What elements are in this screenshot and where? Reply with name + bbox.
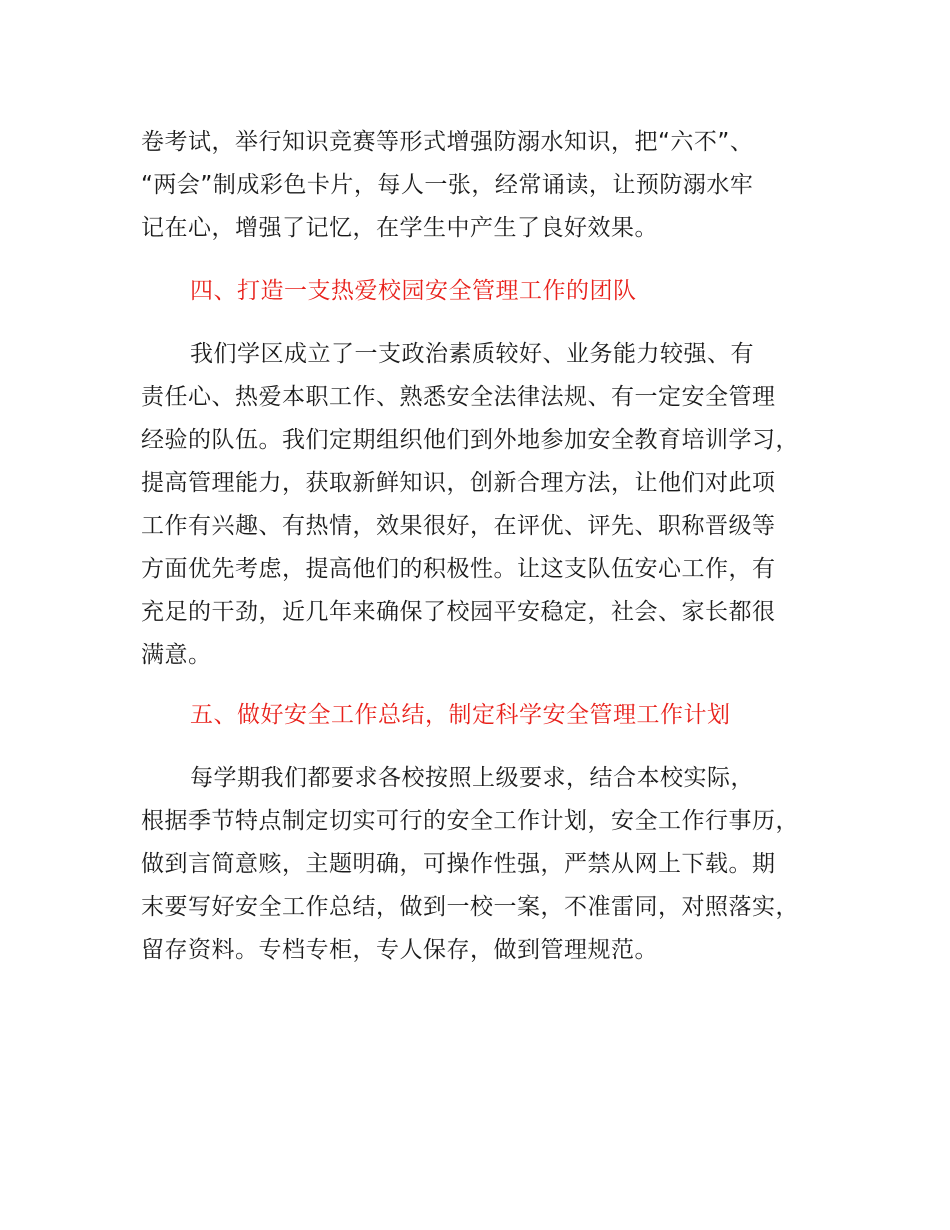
- body-text-line: 根据季节特点制定切实可行的安全工作计划，安全工作行事历，: [141, 808, 799, 834]
- body-text-line: “两会”制成彩色卡片，每人一张，经常诵读，让预防溺水牢: [141, 172, 754, 198]
- body-text-line: 满意。: [141, 642, 212, 668]
- body-text-line: 记在心，增强了记忆，在学生中产生了良好效果。: [141, 215, 658, 241]
- body-text-line: 责任心、热爱本职工作、熟悉安全法律法规、有一定安全管理: [141, 384, 776, 410]
- body-text-line: 我们学区成立了一支政治素质较好、业务能力较强、有: [190, 341, 754, 367]
- section-heading-5: 五、做好安全工作总结，制定科学安全管理工作计划: [190, 702, 731, 728]
- body-text-line: 卷考试，举行知识竞赛等形式增强防溺水知识，把“六不”、: [141, 129, 754, 155]
- body-text-line: 提高管理能力，获取新鲜知识，创新合理方法，让他们对此项: [141, 470, 776, 496]
- body-text-line: 做到言简意赅，主题明确，可操作性强，严禁从网上下载。期: [141, 851, 776, 877]
- body-text-line: 每学期我们都要求各校按照上级要求，结合本校实际，: [190, 765, 754, 791]
- body-text-line: 工作有兴趣、有热情，效果很好，在评优、评先、职称晋级等: [141, 513, 776, 539]
- body-text-line: 充足的干劲，近几年来确保了校园平安稳定，社会、家长都很: [141, 599, 776, 625]
- section-heading-4: 四、打造一支热爱校园安全管理工作的团队: [190, 278, 637, 304]
- body-text-line: 末要写好安全工作总结，做到一校一案，不准雷同，对照落实，: [141, 894, 799, 920]
- body-text-line: 留存资料。专档专柜，专人保存，做到管理规范。: [141, 937, 658, 963]
- body-text-line: 方面优先考虑，提高他们的积极性。让这支队伍安心工作，有: [141, 556, 776, 582]
- body-text-line: 经验的队伍。我们定期组织他们到外地参加安全教育培训学习，: [141, 427, 799, 453]
